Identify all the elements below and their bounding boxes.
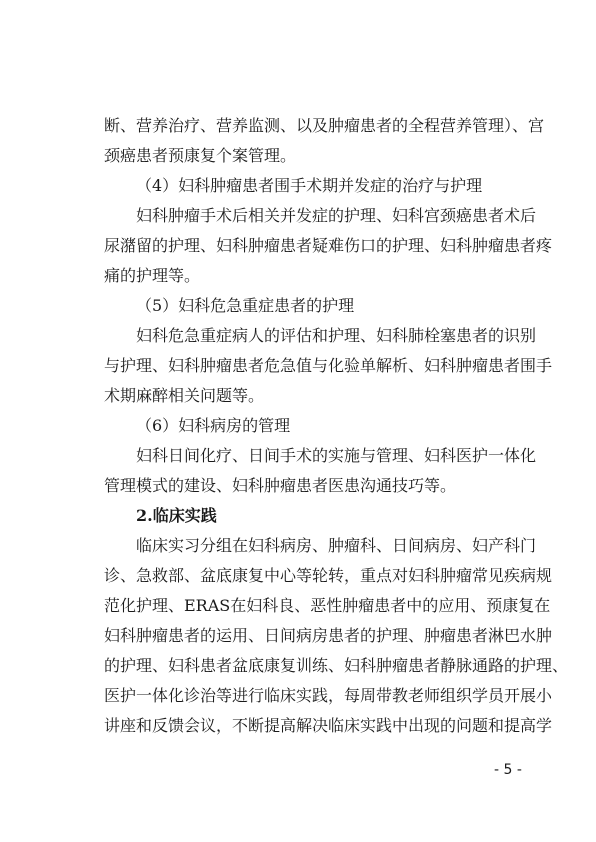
paragraph-line: 诊、急救部、盆底康复中心等轮转，重点对妇科肿瘤常见疾病规 xyxy=(104,566,553,585)
paragraph-line: 妇科肿瘤患者的运用、日间病房患者的护理、肿瘤患者淋巴水肿 xyxy=(104,626,553,645)
section-heading: （5）妇科危急重症患者的护理 xyxy=(136,296,355,315)
paragraph-line: 临床实习分组在妇科病房、肿瘤科、日间病房、妇产科门 xyxy=(136,536,537,555)
paragraph-line: 断、营养治疗、营养监测、以及肿瘤患者的全程营养管理）、宫 xyxy=(104,116,545,135)
page-number: - 5 - xyxy=(494,762,522,778)
paragraph-line: 术期麻醉相关问题等。 xyxy=(104,386,265,405)
section-heading: （4）妇科肿瘤患者围手术期并发症的治疗与护理 xyxy=(136,176,483,195)
paragraph-line: 医护一体化诊治等进行临床实践，每周带教老师组织学员开展小 xyxy=(104,686,553,705)
section-heading: （6）妇科病房的管理 xyxy=(136,416,291,435)
paragraph-line: 讲座和反馈会议，不断提高解决临床实践中出现的问题和提高学 xyxy=(104,716,553,735)
paragraph-line: 与护理、妇科肿瘤患者危急值与化验单解析、妇科肿瘤患者围手 xyxy=(104,356,553,375)
paragraph-line: 尿潴留的护理、妇科肿瘤患者疑难伤口的护理、妇科肿瘤患者疼 xyxy=(104,236,553,255)
paragraph-line: 范化护理、ERAS在妇科良、恶性肿瘤患者中的应用、预康复在 xyxy=(104,596,551,615)
paragraph-line: 管理模式的建设、妇科肿瘤患者医患沟通技巧等。 xyxy=(104,476,457,495)
paragraph-line: 妇科日间化疗、日间手术的实施与管理、妇科医护一体化 xyxy=(136,446,537,465)
paragraph-line: 的护理、妇科患者盆底康复训练、妇科肿瘤患者静脉通路的护理、 xyxy=(104,656,569,675)
paragraph-line: 痛的护理等。 xyxy=(104,266,201,285)
section-title: 2.临床实践 xyxy=(136,506,217,525)
paragraph-line: 颈癌患者预康复个案管理。 xyxy=(104,146,297,165)
paragraph-line: 妇科肿瘤手术后相关并发症的护理、妇科宫颈癌患者术后 xyxy=(136,206,537,225)
paragraph-line: 妇科危急重症病人的评估和护理、妇科肺栓塞患者的识别 xyxy=(136,326,537,345)
